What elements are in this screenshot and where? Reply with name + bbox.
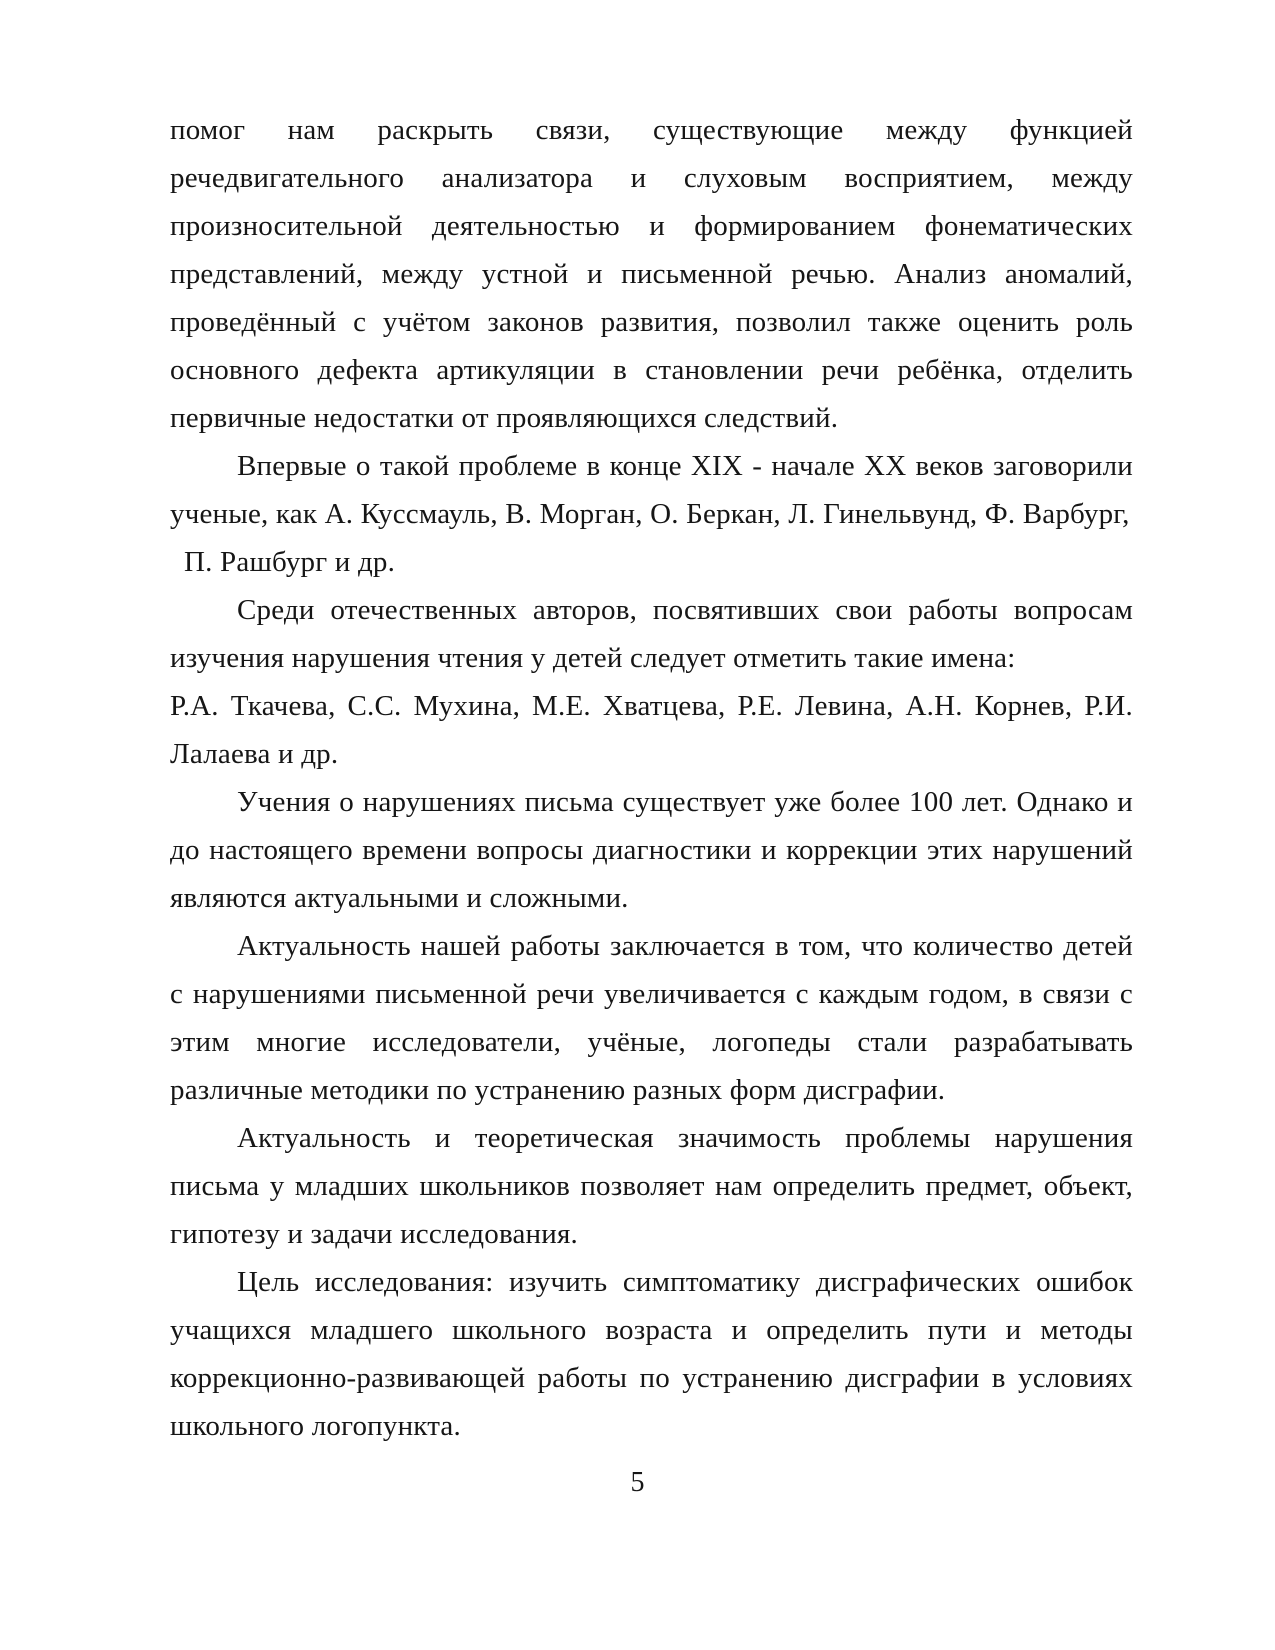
paragraph: П. Рашбург и др. [184,546,396,578]
paragraph: Р.А. Ткачева, С.С. Мухина, М.Е. Хватцева, Р.Е. Левина, А.Н. Корнев, Р.И. Лалаева и др. [170,690,1133,770]
paragraph: Учения о нарушениях письма существует уже более 100 лет. Однако и до настоящего времени вопросы диагностики и коррекции этих нарушений являются актуальными и сложными. [170,786,1133,914]
paragraph: Цель исследования: изучить симптоматику дисграфических ошибок учащихся младшего школьного возраста и определить пути и методы коррекционно-развивающей работы по устранению дисграфии в условиях школьного логопункта. [170,1266,1133,1442]
page-body-text [170,106,1133,1450]
paragraph: Впервые о такой проблеме в конце XIX - начале XX веков заговорили ученые, как А. Куссмауль, В. Морган, О. Беркан, Л. Гинельвунд, Ф. Варбург, [170,450,1133,530]
paragraph: Актуальность и теоретическая значимость проблемы нарушения письма у младших школьников позволяет нам определить предмет, объект, гипотезу и задачи исследования. [170,1122,1133,1250]
paragraph: Актуальность нашей работы заключается в том, что количество детей с нарушениями письменной речи увеличивается с каждым годом, в связи с этим многие исследователи, учёные, логопеды стали разрабатывать различные методики по устранению разных форм дисграфии. [170,930,1133,1106]
paragraph: помог нам раскрыть связи, существующие между функцией речедвигательного анализатора и слуховым восприятием, между произносительной деятельностью и формированием фонематических представлений, между устной и письменной речью. Анализ аномалий, проведённый с учётом законов развития, позволил также оценить роль основного дефекта артикуляции в становлении речи ребёнка, отделить первичные недостатки от проявляющихся следствий. [170,114,1133,434]
paragraph: Среди отечественных авторов, посвятивших свои работы вопросам изучения нарушения чтения у детей следует отметить такие имена: [170,594,1133,674]
page-number: 5 [630,1467,645,1498]
